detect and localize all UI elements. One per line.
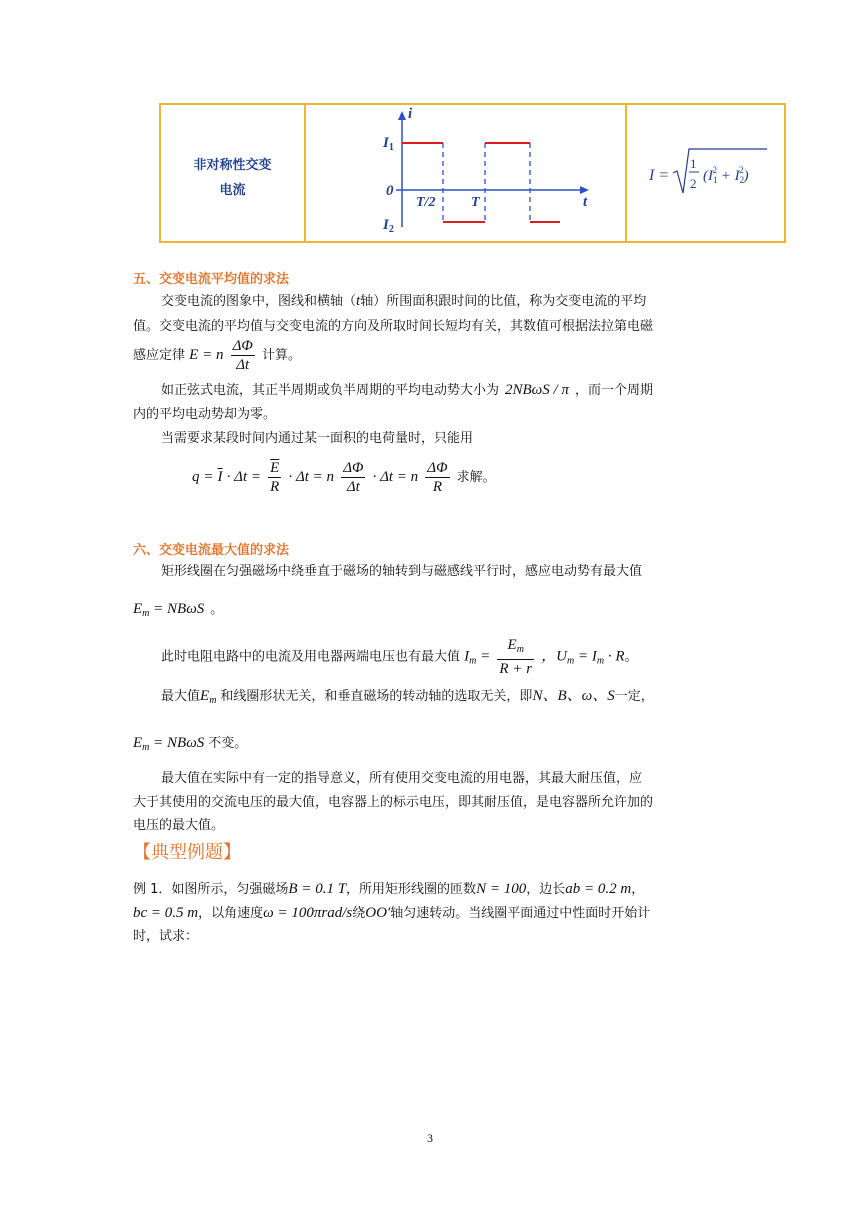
half-period-label: T/2 <box>416 195 436 210</box>
i1-label: $I_1$ <box>383 135 394 153</box>
section6-para2: 此时电阻电路中的电流及用电器两端电压也有最大值 $I_m$ = $\frac{E_m}{R + r}$ ，$U_m = I_m \cdot R$。 <box>161 637 638 677</box>
section6-para1-line1: 矩形线圈在匀强磁场中绕垂直于磁场的轴转到与磁感线平行时，感应电动势有最大值 <box>161 564 643 579</box>
formula-half-num: 1 <box>690 156 697 171</box>
i2-label: $I_2$ <box>383 217 394 235</box>
current-type-label-line2: 电流 <box>219 183 246 198</box>
square-wave-graph <box>306 105 623 241</box>
section5-heading: 五、交变电流平均值的求法 <box>133 272 290 287</box>
mean-emf-fraction: $\frac{\overline{E}}{R}$ <box>270 460 280 495</box>
formula-cell <box>627 105 788 241</box>
section5-para1-line1: 交变电流的图象中，图线和横轴（t轴）所围面积跟时间的比值，称为交变电流的平均 <box>161 293 647 309</box>
faraday-law-fraction: $\frac{\Delta\Phi}{\Delta t}$ <box>232 338 253 373</box>
section6-em-equation: $E_m = NB\omega S$ 。 <box>133 601 224 619</box>
x-axis-label: t <box>583 194 588 210</box>
mean-current-symbol: $\overline{I}$ <box>217 469 223 485</box>
section5-para3: 当需要求某段时间内通过某一面积的电荷量时，只能用 <box>161 431 474 446</box>
effective-value-formula <box>627 105 788 241</box>
section6-para4-line1: 最大值在实际中有一定的指导意义，所有使用交变电流的用电器，其最大耐压值，应 <box>161 771 643 786</box>
y-axis-label: i <box>408 106 413 122</box>
example1-line1: 例 1．如图所示，匀强磁场B = 0.1 T，所用矩形线圈的匝数N = 100，边长ab = 0.2 m， <box>133 881 645 897</box>
formula-body: $(I_12 + I_22)$ <box>703 165 749 185</box>
section6-para4-line2: 大于其使用的交流电压的最大值，电容器上的标示电压，即其耐压值，是电容器所允许加的 <box>133 795 654 810</box>
flux-resistance-fraction: $\frac{\Delta\Phi}{R}$ <box>427 460 448 495</box>
current-type-label-line1: 非对称性交变 <box>193 158 272 173</box>
y-axis-arrow <box>398 111 406 120</box>
example1-line2: bc = 0.5 m，以角速度ω = 100πrad/s绕OO′轴匀速转动。当线圈平面通过中性面时开始计 <box>133 905 651 921</box>
section6-heading: 六、交变电流最大值的求法 <box>133 543 290 558</box>
period-label: T <box>471 195 480 210</box>
origin-label: 0 <box>386 183 394 199</box>
section5-para2-line2: 内的平均电动势却为零。 <box>133 407 277 422</box>
charge-equation: $q = \overline{I} \cdot \Delta t$ = $\frac{\overline{E}}{R}$ · Δt = n $\frac{\Delta\Phi}{\Delta t}$ · Δt = n $\frac{\Delta\Phi}{R}$ 求解。 <box>192 460 496 495</box>
section6-para4-line3: 电压的最大值。 <box>133 818 225 833</box>
section6-para3-line2: $E_m = NB\omega S$ 不变。 <box>133 735 248 753</box>
typical-examples-heading: 【典型例题】 <box>133 842 241 863</box>
waveform-cell <box>306 105 627 241</box>
formula-lhs: I = <box>649 167 670 184</box>
section5-para1-line3: 感应定律 E = n $\frac{\Delta\Phi}{\Delta t}$ 计算。 <box>133 338 301 373</box>
example1-line3: 时，试求： <box>133 929 199 944</box>
section5-para1-line2: 值。交变电流的平均值与交变电流的方向及所取时间长短均有关，其数值可根据法拉第电磁 <box>133 319 654 334</box>
mean-emf-formula: 2NBωS / π <box>505 382 569 398</box>
flux-rate-fraction: $\frac{\Delta\Phi}{\Delta t}$ <box>343 460 364 495</box>
current-type-label <box>161 153 304 203</box>
faraday-law-lhs: E = n <box>189 347 224 363</box>
section6-para3-line1: 最大值$E_m$ 和线圈形状无关，和垂直磁场的转动轴的选取无关，即N、B、ω、S一定， <box>161 688 654 706</box>
x-axis-arrow <box>580 186 589 194</box>
section5-para2-line1: 如正弦式电流，其正半周期或负半周期的平均电动势大小为 2NBωS / π ，而一个周期 <box>161 382 653 398</box>
effective-value-table-row <box>159 103 786 243</box>
formula-half-den: 2 <box>690 176 697 191</box>
current-type-cell <box>161 105 306 241</box>
max-current-fraction: $\frac{E_m}{R + r}$ <box>499 637 533 677</box>
page-number: 3 <box>427 1131 433 1145</box>
